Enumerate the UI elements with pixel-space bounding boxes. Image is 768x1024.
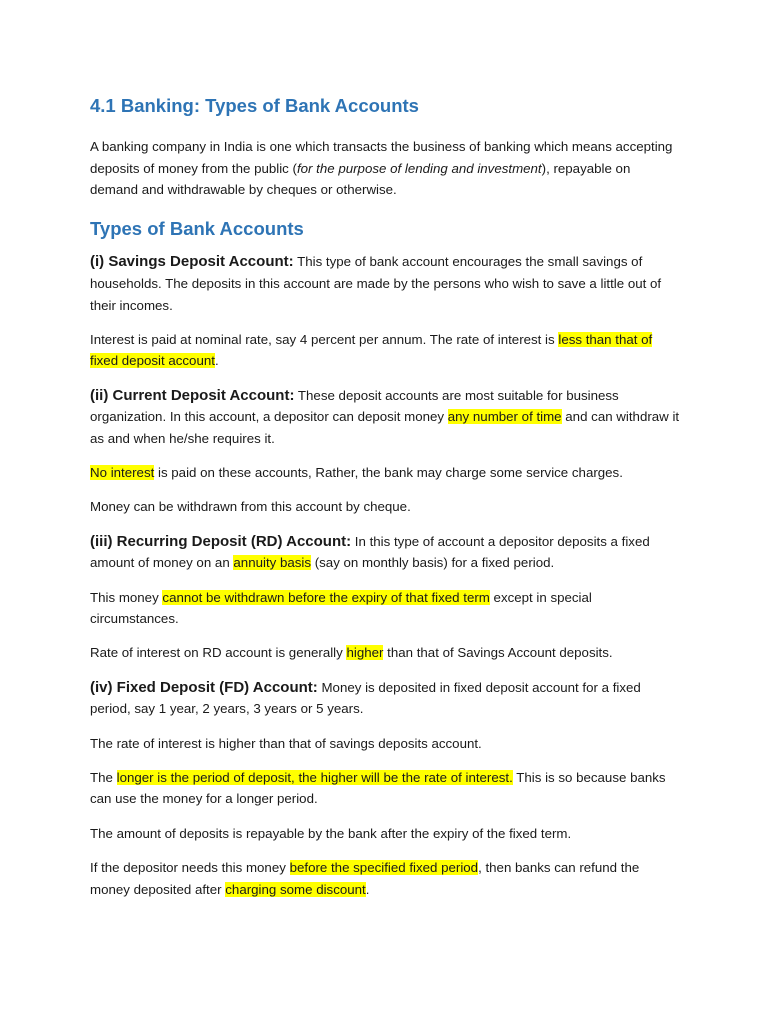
fixed-period-text: The [90, 769, 117, 785]
page-title: 4.1 Banking: Types of Bank Accounts [90, 95, 419, 116]
savings-paragraph [90, 251, 680, 316]
intro-text: A banking company in India is one which transacts the business of banking which means accepting deposits of money from the public ( [90, 139, 673, 176]
highlight: charging some discount [225, 881, 366, 897]
fixed-repay-paragraph: The amount of deposits is repayable by the bank after the expiry of the fixed term. [90, 825, 572, 841]
current-interest-text: is paid on these accounts, Rather, the bank may charge some service charges. [154, 465, 623, 481]
fixed-refund-paragraph [90, 857, 680, 900]
fixed-rate-paragraph: The rate of interest is higher than that of savings deposits account. [90, 735, 482, 751]
fixed-refund-text: If the depositor needs this money [90, 859, 290, 875]
savings-lead: (i) Savings Deposit Account: [90, 253, 294, 271]
highlight: No interest [90, 465, 155, 481]
recurring-withdraw-paragraph [90, 587, 680, 630]
savings-interest-paragraph [90, 329, 680, 372]
current-lead: (ii) Current Deposit Account: [90, 386, 295, 404]
recurring-lead: (iii) Recurring Deposit (RD) Account: [90, 532, 352, 550]
intro-italic: for the purpose of lending and investment [296, 160, 542, 176]
fixed-period-end: This is so because banks can use the money for a longer period. [90, 769, 666, 807]
document-body [90, 92, 680, 913]
highlight: cannot be withdrawn before the expiry of that fixed term [162, 589, 490, 605]
highlight: before the specified fixed period [289, 859, 479, 875]
recurring-paragraph [90, 531, 680, 574]
highlight: less than that of fixed deposit account [90, 331, 653, 369]
recurring-text: In this type of account a depositor deposits a fixed amount of money on an [90, 533, 650, 571]
savings-interest-text: Interest is paid at nominal rate, say 4 percent per annum. The rate of interest is [90, 331, 559, 347]
intro-paragraph [90, 136, 680, 201]
fixed-lead: (iv) Fixed Deposit (FD) Account: [90, 678, 318, 696]
recurring-rate-text: Rate of interest on RD account is generally [90, 645, 347, 661]
intro-text-end: ), repayable on demand and withdrawable by cheques or otherwise. [90, 160, 631, 198]
highlight: longer is the period of deposit, the higher will be the rate of interest. [116, 769, 513, 785]
current-paragraph [90, 385, 680, 450]
current-text: These deposit accounts are most suitable for business organization. In this account, a depositor can deposit money [90, 387, 619, 425]
highlight: any number of time [447, 409, 562, 425]
recurring-rate-end: than that of Savings Account deposits. [383, 645, 613, 661]
savings-interest-end: . [214, 353, 219, 369]
savings-text: This type of bank account encourages the small savings of households. The deposits in this account are made by the persons who wish to save a little out of their incomes. [90, 254, 662, 313]
current-text-end: and can withdraw it as and when he/she requires it. [90, 409, 680, 447]
fixed-period-paragraph [90, 767, 680, 810]
highlight: higher [346, 645, 384, 661]
recurring-withdraw-text: This money [90, 589, 163, 605]
recurring-text-end: (say on monthly basis) for a fixed period. [311, 555, 555, 571]
section-heading: Types of Bank Accounts [90, 218, 304, 240]
fixed-paragraph [90, 677, 680, 720]
fixed-refund-end: . [365, 881, 370, 897]
recurring-withdraw-end: except in special circumstances. [90, 589, 592, 627]
recurring-rate-paragraph [90, 642, 680, 664]
fixed-text: Money is deposited in fixed deposit account for a fixed period, say 1 year, 2 years, 3 years or 5 years. [90, 679, 641, 717]
current-interest-paragraph [90, 462, 680, 484]
fixed-refund-mid: , then banks can refund the money deposited after [90, 859, 640, 897]
highlight: annuity basis [233, 555, 312, 571]
current-cheque-paragraph: Money can be withdrawn from this account by cheque. [90, 499, 411, 515]
